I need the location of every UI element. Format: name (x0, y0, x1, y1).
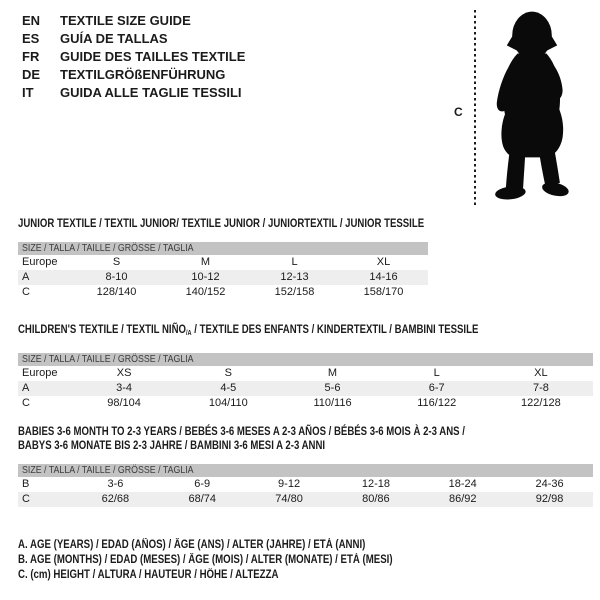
size-header-bar (18, 353, 593, 366)
language-code: EN (22, 13, 41, 28)
table-row-height (18, 285, 428, 300)
age-cell: 6-9 (194, 478, 211, 490)
size-cell: L (291, 256, 298, 268)
row-label: A (22, 382, 30, 394)
row-label: Europe (22, 256, 58, 268)
row-label: C (22, 493, 30, 505)
height-cell: 86/92 (448, 493, 477, 505)
row-label: A (22, 271, 30, 283)
height-cell: 140/152 (185, 286, 226, 298)
babies-table-title-line2: BABYS 3-6 MONATE BIS 2-3 JAHRE / BAMBINI 3-6 MESI A 2-3 ANNI (18, 438, 326, 452)
height-cell: 68/74 (188, 493, 216, 505)
row-label: C (22, 397, 30, 409)
note-text: B. AGE (MONTHS) / EDAD (MESES) / ÂGE (MOIS) / ALTER (MONATE) / ETÀ (MESI) (18, 554, 393, 566)
size-cell: M (327, 367, 338, 379)
height-cell: 98/104 (107, 397, 141, 409)
age-cell: 4-5 (220, 382, 237, 394)
size-cell: L (433, 367, 440, 379)
height-cell: 110/116 (313, 397, 352, 409)
legend-notes (18, 538, 464, 583)
height-cell: 92/98 (535, 493, 564, 505)
age-cell: 5-6 (324, 382, 341, 394)
size-cell: M (200, 256, 211, 268)
language-row-de (22, 66, 245, 84)
age-cell: 12-13 (280, 271, 309, 283)
age-cell: 9-12 (278, 478, 301, 490)
age-cell: 10-12 (191, 271, 220, 283)
language-title: GUIDE DES TAILLES TEXTILE (60, 49, 246, 64)
language-row-es (22, 30, 245, 48)
junior-table-title (18, 216, 428, 230)
age-cell: 18-24 (448, 478, 477, 490)
note-age-years (18, 538, 464, 553)
table-row-age (18, 381, 593, 396)
size-cell: XS (116, 367, 132, 379)
language-row-fr (22, 48, 245, 66)
size-header-label: SIZE / TALLA / TAILLE / GRÖSSE / TAGLIA (22, 353, 194, 365)
height-cell: 104/110 (208, 397, 248, 409)
age-cell: 24-36 (535, 478, 564, 490)
title-subscript: /A (185, 330, 192, 337)
age-cell: 3-6 (107, 478, 124, 490)
junior-size-table (18, 216, 428, 300)
size-cell: XL (376, 256, 391, 268)
height-cell: 62/68 (101, 493, 130, 505)
age-cell: 6-7 (428, 382, 445, 394)
size-header-bar (18, 464, 593, 477)
note-height-cm (18, 568, 464, 583)
age-cell: 7-8 (532, 382, 549, 394)
size-header-bar (18, 242, 428, 255)
table-row-europe (18, 366, 593, 381)
height-cell: 128/140 (96, 286, 137, 298)
table-row-age-months (18, 477, 593, 492)
table-row-age (18, 270, 428, 285)
height-dashed-line (474, 10, 476, 208)
note-age-months (18, 553, 464, 568)
children-table-title (18, 322, 593, 341)
junior-table-title-text: JUNIOR TEXTILE / TEXTIL JUNIOR/ TEXTILE JUNIOR / JUNIORTEXTIL / JUNIOR TESSILE (18, 216, 425, 230)
table-row-europe (18, 255, 428, 270)
age-cell: 12-18 (361, 478, 390, 490)
size-header-label: SIZE / TALLA / TAILLE / GRÖSSE / TAGLIA (22, 242, 194, 254)
babies-table-title-line1: BABIES 3-6 MONTH TO 2-3 YEARS / BEBÉS 3-6 MESES A 2-3 AÑOS / BÉBÉS 3-6 MOIS À 2-3 ANS / (18, 424, 465, 438)
size-cell: S (112, 256, 121, 268)
height-cell: 74/80 (275, 493, 303, 505)
note-text: C. (cm) HEIGHT / ALTURA / HAUTEUR / HÖHE / ALTEZZA (18, 569, 279, 581)
language-title: TEXTILGRÖßENFÜHRUNG (60, 67, 226, 82)
age-cell: 3-4 (116, 382, 133, 394)
language-code: DE (22, 67, 41, 82)
size-cell: XL (534, 367, 548, 379)
language-title: GUÍA DE TALLAS (60, 31, 168, 46)
row-label: Europe (22, 367, 58, 379)
baby-silhouette-icon (478, 8, 586, 213)
babies-table-title (18, 424, 593, 452)
height-cell: 122/128 (521, 397, 561, 409)
row-label: C (22, 286, 30, 298)
table-row-height (18, 396, 593, 411)
size-header-label: SIZE / TALLA / TAILLE / GRÖSSE / TAGLIA (22, 464, 194, 476)
age-cell: 8-10 (105, 271, 128, 283)
row-label: B (22, 478, 30, 490)
language-row-it (22, 84, 245, 102)
language-row-en (22, 12, 245, 30)
size-cell: S (224, 367, 232, 379)
children-table-title-text: CHILDREN'S TEXTILE / TEXTIL $NIÑO_{/A}$ / TEXTILE DES ENFANTS / KINDERTEXTIL / BAMBINI TESSILE (18, 322, 479, 337)
note-text: A. AGE (YEARS) / EDAD (AÑOS) / ÂGE (ANS) / ALTER (JAHRE) / ETÀ (ANNI) (18, 539, 366, 551)
height-cell: 116/122 (417, 397, 457, 409)
language-code: ES (22, 31, 40, 46)
language-title: GUIDA ALLE TAGLIE TESSILI (60, 85, 242, 100)
height-cell: 152/158 (274, 286, 315, 298)
language-code: IT (22, 85, 34, 100)
table-row-height (18, 492, 593, 507)
height-cell: 158/170 (363, 286, 404, 298)
children-size-table (18, 322, 593, 411)
language-title: TEXTILE SIZE GUIDE (60, 13, 191, 28)
babies-size-table (18, 424, 593, 507)
age-cell: 14-16 (369, 271, 398, 283)
height-measure-label: C (454, 105, 463, 119)
language-header (22, 12, 245, 102)
language-code: FR (22, 49, 40, 64)
height-cell: 80/86 (362, 493, 390, 505)
